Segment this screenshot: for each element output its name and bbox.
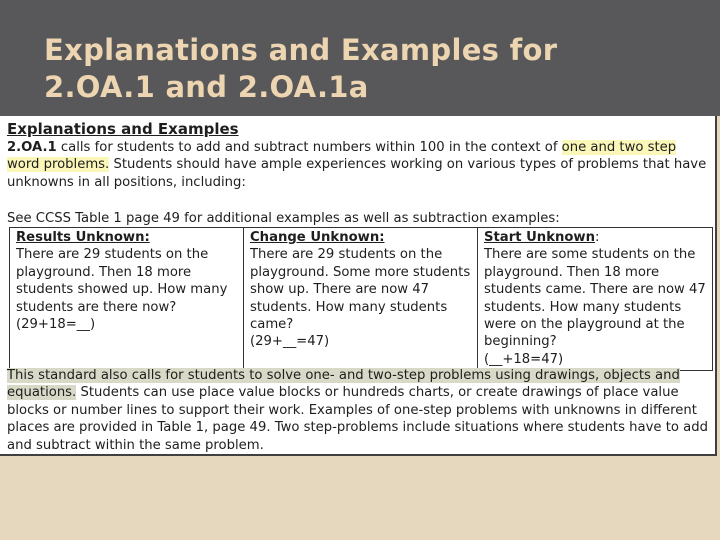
cell-line: students. How many students — [484, 299, 682, 315]
cell-line: There are some students on the — [484, 247, 696, 263]
cell-heading: Start Unknown — [484, 230, 595, 245]
cell-heading: Results Unknown: — [16, 230, 150, 245]
paragraph-text: calls for students to add and subtract numbers within 100 in the context of — [56, 140, 562, 155]
cell-line: came? — [250, 317, 294, 333]
standard-paragraph — [7, 139, 707, 191]
cell-line: students came. There are now 47 — [484, 282, 706, 298]
cell-line: show up. There are now 47 — [250, 282, 430, 298]
cell-line: (__+18=47) — [484, 351, 564, 367]
cell-line: (29+__=47) — [250, 334, 330, 350]
document-heading: Explanations and Examples — [7, 120, 239, 138]
cell-line: students showed up. How many — [16, 282, 228, 298]
slide-title-line-1: Explanations and Examples for — [44, 33, 558, 67]
cell-line: playground. Then 18 more — [484, 264, 660, 280]
unknowns-table — [9, 227, 713, 371]
see-ccss-note: See CCSS Table 1 page 49 for additional examples as well as subtraction examples: — [7, 211, 560, 226]
paragraph-text: Students should have ample experiences working on various types of problems that have unknowns in all positions, including: — [7, 157, 707, 190]
results-unknown-cell — [10, 228, 244, 371]
standard-code: 2.OA.1 — [7, 140, 57, 155]
cell-line: were on the playground at the — [484, 317, 685, 333]
cell-line: beginning? — [484, 334, 557, 350]
cell-heading-row — [484, 229, 706, 246]
cell-heading-colon: : — [595, 230, 600, 245]
paragraph-text: Students can use place value blocks or hundreds charts, or create drawings of place value blocks or number lines to support their work. Examples of one-step problems with unknowns in different places are provided in Table 1, page 49. Two step-problems include situations where students have to add and subtract within the same problem. — [7, 385, 708, 453]
change-unknown-cell — [244, 228, 478, 371]
cell-heading: Change Unknown: — [250, 230, 385, 245]
document-image — [0, 116, 717, 456]
cell-line: playground. Some more students — [250, 264, 471, 280]
slide-header — [0, 0, 720, 116]
cell-line: students are there now? — [16, 299, 177, 315]
highlighted-text: This standard also calls for students to solve one- and two-step problems using drawings, objects and equations. — [7, 368, 680, 401]
cell-line: There are 29 students on the — [250, 247, 443, 263]
highlighted-text: one and two step word problems. — [7, 140, 677, 173]
cell-line: students. How many students — [250, 299, 448, 315]
slide-title-line-2: 2.OA.1 and 2.OA.1a — [44, 70, 369, 104]
slide-title — [44, 32, 557, 106]
cell-line: playground. Then 18 more — [16, 264, 192, 280]
start-unknown-cell — [478, 228, 713, 371]
cell-line: There are 29 students on the — [16, 247, 209, 263]
cell-line: (29+18=__) — [16, 317, 96, 333]
drawings-paragraph — [7, 367, 713, 454]
